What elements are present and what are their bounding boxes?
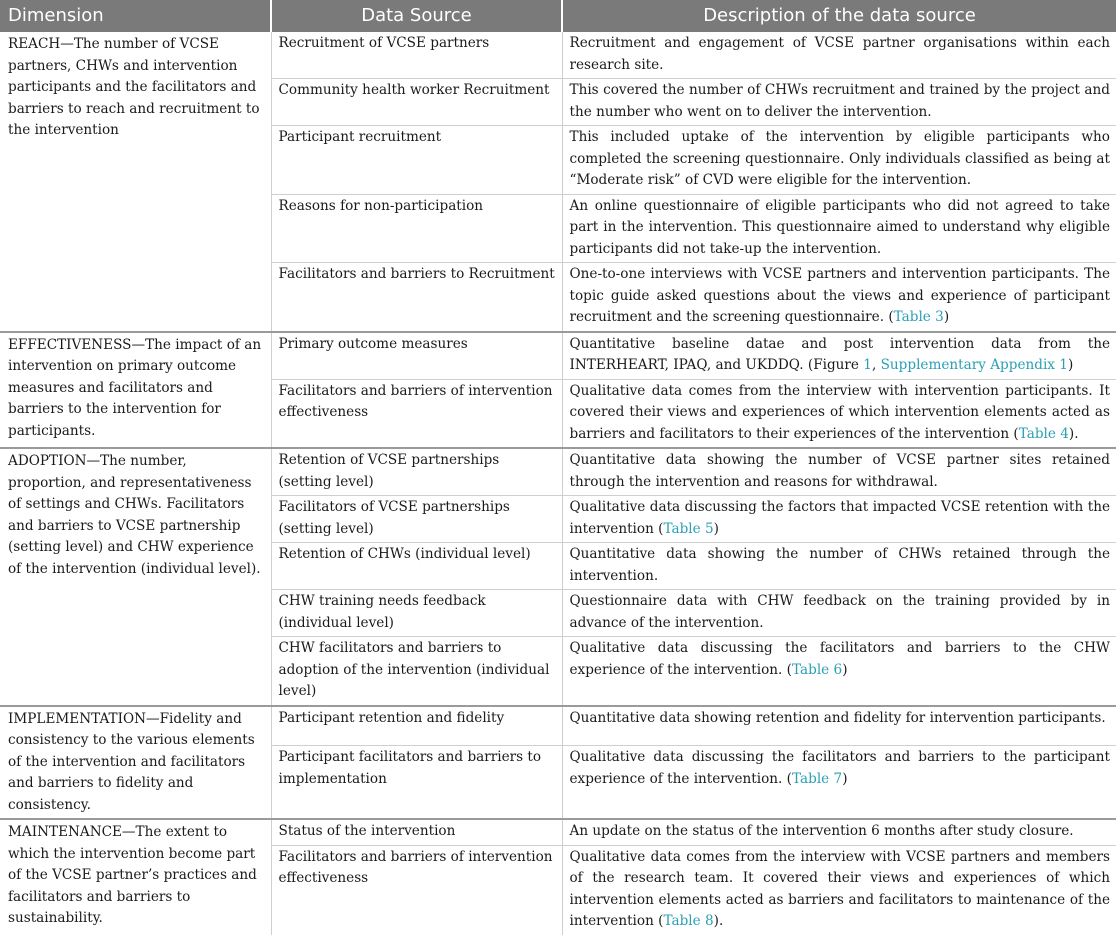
data-source-cell: Facilitators and barriers to Recruitment (271, 263, 562, 332)
data-source-cell: Retention of CHWs (individual level) (271, 543, 562, 590)
data-source-cell: Facilitators and barriers of intervention effectiveness (271, 845, 562, 935)
description-text: ). (1068, 425, 1079, 442)
description-text: ) (713, 520, 719, 537)
description-cell (562, 79, 1116, 126)
reference-link[interactable]: Supplementary Appendix 1 (880, 357, 1068, 373)
description-text: Qualitative data discussing the facilitators and barriers to the CHW experience of the intervention. ( (569, 640, 1110, 678)
data-source-cell: Reasons for non-participation (271, 194, 562, 263)
description-cell (562, 496, 1116, 543)
description-cell (562, 746, 1116, 819)
data-source-cell: CHW training needs feedback (individual level) (271, 590, 562, 637)
description-text: This included uptake of the intervention by eligible participants who completed the screening questionnaire. Only individuals classified as being at “Moderate risk” of CVD were eligible for the intervention. (569, 129, 1110, 188)
dimension-cell-maintenance: MAINTENANCE—The extent to which the intervention become part of the VCSE partner’s practices and facilitators and barriers to sustainability. (0, 819, 271, 935)
description-text: Qualitative data comes from the interview with intervention participants. It covered their views and experiences of which intervention elements acted as barriers and facilitators to their experiences of the intervention ( (569, 382, 1110, 442)
data-source-cell: Participant recruitment (271, 126, 562, 195)
description-text: Recruitment and engagement of VCSE partner organisations within each research site. (569, 35, 1110, 73)
description-text: ). (713, 913, 724, 929)
description-text: Quantitative baseline datae and post intervention data from the INTERHEART, IPAQ, and UKDDQ. (Figure (569, 335, 1110, 373)
dimension-cell-implementation: IMPLEMENTATION—Fidelity and consistency to the various elements of the intervention and facilitators and barriers to fidelity and consistency. (0, 706, 271, 820)
data-source-cell: Retention of VCSE partnerships (setting level) (271, 448, 562, 496)
description-cell (562, 845, 1116, 935)
description-text: Quantitative data showing the number of VCSE partner sites retained through the intervention and reasons for withdrawal. (569, 452, 1110, 490)
description-text: Qualitative data discussing the facilitators and barriers to the participant experience of the intervention. ( (569, 749, 1110, 787)
description-text: One-to-one interviews with VCSE partners and intervention participants. The topic guide asked questions about the views and experience of participant recruitment and the screening questionnaire. ( (569, 266, 1110, 325)
data-source-cell: Community health worker Recruitment (271, 79, 562, 126)
table-header (0, 0, 1116, 32)
description-text: Quantitative data showing the number of CHWs retained through the intervention. (569, 546, 1110, 584)
dimension-cell-reach: REACH—The number of VCSE partners, CHWs and intervention participants and the facilitators and barriers to reach and recruitment to the intervention (0, 32, 271, 332)
description-text: An online questionnaire of eligible participants who did not agreed to take part in the intervention. This questionnaire aimed to understand why eligible participants did not take-up the intervention. (569, 197, 1110, 257)
reference-link[interactable]: Table 3 (893, 309, 944, 325)
header-dimension: Dimension (0, 0, 271, 32)
data-source-cell: Primary outcome measures (271, 332, 562, 380)
description-text: ) (842, 661, 848, 678)
reference-link[interactable]: Table 5 (663, 520, 714, 537)
dimension-cell-effectiveness: EFFECTIVENESS—The impact of an intervention on primary outcome measures and facilitators and barriers to the intervention for participants. (0, 332, 271, 449)
description-cell (562, 32, 1116, 79)
description-cell (562, 448, 1116, 496)
table-row (0, 332, 1116, 380)
reference-link[interactable]: Table 6 (792, 661, 843, 678)
description-text: An update on the status of the intervention 6 months after study closure. (569, 823, 1074, 839)
description-cell (562, 263, 1116, 332)
dimension-cell-adoption: ADOPTION—The number, proportion, and representativeness of settings and CHWs. Facilitators and barriers to VCSE partnership (setting level) and CHW experience of the intervention (individual level). (0, 448, 271, 706)
data-source-cell: Participant retention and fidelity (271, 706, 562, 746)
reference-link[interactable]: Table 8 (663, 913, 714, 929)
description-text: Qualitative data discussing the factors that impacted VCSE retention with the intervention ( (569, 499, 1110, 537)
data-source-cell: Recruitment of VCSE partners (271, 32, 562, 79)
data-source-cell: Facilitators and barriers of intervention effectiveness (271, 379, 562, 448)
description-text: ) (943, 309, 950, 325)
description-text: Quantitative data showing retention and fidelity for intervention participants. (569, 709, 1106, 726)
data-source-cell: CHW facilitators and barriers to adoption of the intervention (individual level) (271, 637, 562, 706)
reference-link[interactable]: Table 7 (792, 770, 843, 787)
header-description: Description of the data source (562, 0, 1116, 32)
description-cell (562, 819, 1116, 845)
description-text: Questionnaire data with CHW feedback on the training provided by in advance of the intervention. (569, 593, 1110, 631)
data-source-cell: Participant facilitators and barriers to implementation (271, 746, 562, 819)
reference-link[interactable]: 1 (863, 357, 872, 373)
description-text: This covered the number of CHWs recruitment and trained by the project and the number who went on to deliver the intervention. (569, 82, 1110, 120)
reference-link[interactable]: Table 4 (1018, 425, 1069, 442)
description-cell (562, 543, 1116, 590)
description-cell (562, 379, 1116, 448)
description-text: ) (1067, 357, 1074, 373)
header-data-source: Data Source (271, 0, 562, 32)
description-text: , (871, 357, 881, 373)
description-cell (562, 637, 1116, 706)
table-body (0, 32, 1116, 935)
table-row (0, 448, 1116, 496)
description-cell (562, 194, 1116, 263)
description-cell (562, 126, 1116, 195)
description-text: ) (842, 770, 848, 787)
data-source-cell: Status of the intervention (271, 819, 562, 845)
description-text: Qualitative data comes from the interview with VCSE partners and members of the research team. It covered their views and experiences of which intervention elements acted as barriers and facilitators to maintenance of the intervention ( (569, 848, 1110, 929)
description-cell (562, 332, 1116, 380)
description-cell (562, 590, 1116, 637)
table-row (0, 706, 1116, 746)
table-row (0, 32, 1116, 79)
description-cell (562, 706, 1116, 746)
table-row (0, 819, 1116, 845)
data-source-cell: Facilitators of VCSE partnerships (setting level) (271, 496, 562, 543)
